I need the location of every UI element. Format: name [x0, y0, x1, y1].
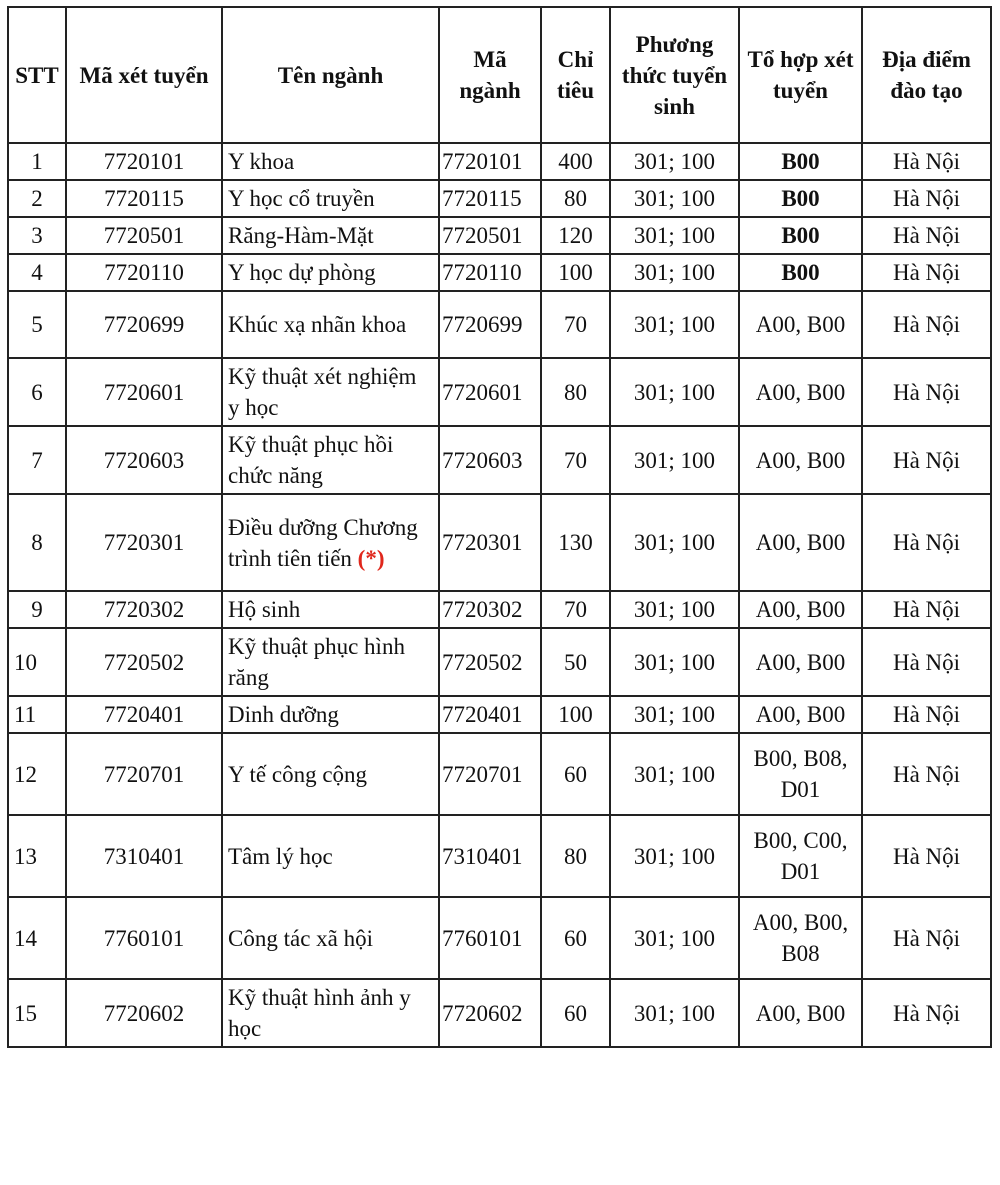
cell-stt-text: 7	[31, 447, 43, 473]
cell-ma-nganh	[439, 733, 541, 815]
cell-chi-tieu-text: 80	[564, 843, 587, 869]
cell-dia-diem	[862, 628, 991, 696]
cell-phuong-thuc-text: 301; 100	[633, 379, 716, 405]
cell-ma-nganh-text: 7720701	[442, 761, 523, 787]
header-ten-nganh: Tên ngành	[222, 7, 439, 143]
cell-dia-diem	[862, 591, 991, 628]
cell-stt	[8, 696, 66, 733]
cell-dia-diem	[862, 254, 991, 291]
cell-chi-tieu	[541, 628, 610, 696]
cell-to-hop-text: B00, C00, D01	[753, 828, 848, 884]
cell-phuong-thuc	[610, 426, 739, 494]
cell-dia-diem	[862, 733, 991, 815]
cell-stt	[8, 217, 66, 254]
cell-ten-nganh	[222, 815, 439, 897]
cell-stt	[8, 143, 66, 180]
cell-to-hop-text: A00, B00, B08	[752, 910, 849, 966]
cell-phuong-thuc	[610, 217, 739, 254]
cell-dia-diem-text: Hà Nội	[892, 312, 961, 337]
cell-ma-xet-tuyen-text: 7720101	[103, 149, 185, 174]
cell-ma-xet-tuyen	[66, 180, 222, 217]
header-chi-tieu: Chỉ tiêu	[541, 7, 610, 143]
cell-to-hop	[739, 291, 862, 358]
cell-ma-xet-tuyen-text: 7310401	[103, 843, 185, 869]
cell-ten-nganh-text: Răng-Hàm-Mặt	[228, 223, 374, 248]
cell-ma-nganh-text: 7310401	[442, 843, 523, 869]
table-row	[8, 291, 991, 358]
cell-phuong-thuc-text: 301; 100	[633, 649, 716, 675]
cell-ten-nganh	[222, 254, 439, 291]
cell-ma-xet-tuyen-text: 7720110	[104, 260, 184, 285]
cell-to-hop	[739, 591, 862, 628]
cell-ma-nganh	[439, 291, 541, 358]
cell-ma-xet-tuyen-text: 7720302	[103, 597, 185, 622]
cell-dia-diem-text: Hà Nội	[892, 223, 961, 248]
cell-phuong-thuc	[610, 143, 739, 180]
header-ma-xet-tuyen: Mã xét tuyển	[66, 7, 222, 143]
cell-phuong-thuc-text: 301; 100	[633, 149, 716, 174]
cell-to-hop-text: B00	[781, 186, 820, 211]
cell-phuong-thuc	[610, 897, 739, 979]
table-row	[8, 591, 991, 628]
cell-phuong-thuc	[610, 291, 739, 358]
cell-chi-tieu	[541, 815, 610, 897]
table-row	[8, 628, 991, 696]
cell-stt-text: 15	[14, 1000, 37, 1026]
cell-ten-nganh-text: Y học cổ truyền	[228, 186, 375, 211]
cell-to-hop	[739, 979, 862, 1047]
cell-dia-diem-text: Hà Nội	[892, 702, 961, 727]
table-row	[8, 143, 991, 180]
cell-chi-tieu	[541, 733, 610, 815]
cell-chi-tieu-text: 80	[564, 379, 587, 405]
cell-to-hop	[739, 696, 862, 733]
cell-ma-nganh-text: 7720601	[442, 379, 523, 405]
cell-ma-nganh	[439, 180, 541, 217]
cell-ma-xet-tuyen-text: 7720701	[103, 761, 185, 787]
cell-ma-xet-tuyen	[66, 426, 222, 494]
cell-phuong-thuc	[610, 494, 739, 591]
cell-ma-nganh-text: 7720603	[442, 447, 523, 473]
cell-dia-diem-text: Hà Nội	[892, 447, 961, 473]
cell-ten-nganh	[222, 494, 439, 591]
table-row	[8, 426, 991, 494]
cell-ma-xet-tuyen-text: 7720502	[103, 649, 185, 675]
cell-ten-nganh	[222, 291, 439, 358]
cell-dia-diem	[862, 358, 991, 426]
cell-stt-text: 5	[31, 312, 43, 337]
cell-stt	[8, 733, 66, 815]
table-body	[8, 143, 991, 1047]
table-row	[8, 254, 991, 291]
cell-chi-tieu	[541, 979, 610, 1047]
cell-chi-tieu-text: 70	[564, 597, 587, 622]
cell-ten-nganh-text: Tâm lý học	[228, 843, 333, 869]
cell-ma-xet-tuyen-text: 7720301	[103, 530, 185, 555]
cell-to-hop	[739, 358, 862, 426]
cell-dia-diem-text: Hà Nội	[892, 530, 961, 555]
cell-dia-diem-text: Hà Nội	[892, 925, 961, 951]
cell-stt	[8, 979, 66, 1047]
cell-to-hop-text: A00, B00	[755, 312, 846, 337]
cell-chi-tieu	[541, 494, 610, 591]
cell-ten-nganh-text: Kỹ thuật hình ảnh y học	[228, 985, 411, 1041]
header-to-hop: Tổ hợp xét tuyển	[739, 7, 862, 143]
footnote-marker: (*)	[357, 545, 385, 571]
cell-ten-nganh-text: Hộ sinh	[228, 597, 301, 622]
cell-to-hop-text: A00, B00	[755, 379, 846, 405]
cell-chi-tieu-text: 50	[564, 649, 587, 675]
table-row	[8, 180, 991, 217]
cell-chi-tieu-text: 400	[558, 149, 593, 174]
cell-stt	[8, 591, 66, 628]
cell-ten-nganh-text: Kỹ thuật phục hồi chức năng	[228, 432, 394, 488]
cell-phuong-thuc-text: 301; 100	[633, 597, 716, 622]
cell-ma-xet-tuyen-text: 7720601	[103, 379, 185, 405]
cell-ten-nganh	[222, 979, 439, 1047]
cell-chi-tieu	[541, 143, 610, 180]
cell-chi-tieu-text: 70	[564, 312, 587, 337]
cell-to-hop	[739, 815, 862, 897]
cell-stt-text: 6	[31, 379, 43, 405]
cell-stt	[8, 358, 66, 426]
cell-dia-diem-text: Hà Nội	[892, 761, 961, 787]
cell-ma-nganh-text: 7720501	[442, 223, 523, 248]
cell-to-hop	[739, 143, 862, 180]
cell-phuong-thuc	[610, 628, 739, 696]
cell-phuong-thuc-text: 301; 100	[633, 761, 716, 787]
cell-chi-tieu-text: 100	[558, 260, 593, 285]
cell-ten-nganh-text: Kỹ thuật phục hình răng	[228, 634, 405, 690]
cell-chi-tieu-text: 60	[564, 761, 587, 787]
cell-phuong-thuc-text: 301; 100	[633, 702, 716, 727]
cell-ma-nganh	[439, 254, 541, 291]
cell-dia-diem-text: Hà Nội	[892, 186, 961, 211]
cell-dia-diem-text: Hà Nội	[892, 379, 961, 405]
cell-dia-diem-text: Hà Nội	[892, 260, 961, 285]
cell-stt	[8, 628, 66, 696]
cell-to-hop-text: A00, B00	[755, 702, 846, 727]
cell-phuong-thuc	[610, 815, 739, 897]
admission-table	[7, 6, 992, 1048]
cell-stt	[8, 254, 66, 291]
cell-to-hop	[739, 254, 862, 291]
cell-stt	[8, 494, 66, 591]
cell-ma-nganh	[439, 591, 541, 628]
cell-to-hop-text: B00	[781, 149, 820, 174]
cell-chi-tieu	[541, 591, 610, 628]
cell-ten-nganh	[222, 426, 439, 494]
cell-ma-nganh	[439, 897, 541, 979]
cell-ma-nganh	[439, 494, 541, 591]
cell-chi-tieu	[541, 358, 610, 426]
cell-stt-text: 2	[31, 186, 43, 211]
admission-table-container	[7, 6, 992, 1048]
cell-phuong-thuc-text: 301; 100	[633, 223, 716, 248]
cell-chi-tieu-text: 120	[558, 223, 593, 248]
header-ma-nganh: Mã ngành	[439, 7, 541, 143]
cell-dia-diem	[862, 897, 991, 979]
cell-ten-nganh	[222, 217, 439, 254]
cell-stt-text: 8	[31, 530, 43, 555]
cell-to-hop	[739, 426, 862, 494]
cell-phuong-thuc-text: 301; 100	[633, 312, 716, 337]
cell-ma-xet-tuyen	[66, 696, 222, 733]
cell-phuong-thuc	[610, 733, 739, 815]
cell-ten-nganh	[222, 696, 439, 733]
cell-stt-text: 3	[31, 223, 43, 248]
cell-chi-tieu	[541, 426, 610, 494]
cell-ma-xet-tuyen	[66, 815, 222, 897]
cell-dia-diem	[862, 979, 991, 1047]
cell-ma-nganh-text: 7720401	[442, 702, 523, 727]
table-row	[8, 217, 991, 254]
cell-ten-nganh	[222, 143, 439, 180]
cell-dia-diem	[862, 291, 991, 358]
cell-chi-tieu	[541, 180, 610, 217]
cell-dia-diem	[862, 494, 991, 591]
cell-ma-nganh-text: 7720110	[442, 260, 522, 285]
cell-ten-nganh-text: Dinh dưỡng	[228, 702, 339, 727]
cell-ten-nganh-text: Y tế công cộng	[228, 761, 368, 787]
cell-ma-xet-tuyen	[66, 733, 222, 815]
cell-phuong-thuc-text: 301; 100	[633, 843, 716, 869]
cell-phuong-thuc-text: 301; 100	[633, 447, 716, 473]
cell-phuong-thuc	[610, 979, 739, 1047]
cell-phuong-thuc-text: 301; 100	[633, 1000, 716, 1026]
cell-to-hop-text: B00, B08, D01	[753, 746, 848, 802]
cell-to-hop	[739, 494, 862, 591]
cell-dia-diem-text: Hà Nội	[892, 843, 961, 869]
cell-ma-nganh-text: 7720115	[442, 186, 522, 211]
cell-ma-xet-tuyen-text: 7720699	[103, 312, 185, 337]
cell-chi-tieu-text: 60	[564, 1000, 587, 1026]
header-phuong-thuc: Phương thức tuyển sinh	[610, 7, 739, 143]
cell-to-hop-text: A00, B00	[755, 447, 846, 473]
cell-chi-tieu	[541, 291, 610, 358]
cell-dia-diem	[862, 696, 991, 733]
cell-ma-nganh	[439, 358, 541, 426]
cell-chi-tieu-text: 70	[564, 447, 587, 473]
cell-phuong-thuc-text: 301; 100	[633, 260, 716, 285]
cell-dia-diem-text: Hà Nội	[892, 597, 961, 622]
cell-dia-diem-text: Hà Nội	[892, 149, 961, 174]
cell-ma-xet-tuyen	[66, 143, 222, 180]
cell-stt-text: 14	[14, 925, 37, 951]
cell-stt-text: 10	[14, 649, 37, 675]
cell-ma-xet-tuyen	[66, 217, 222, 254]
cell-ma-xet-tuyen	[66, 494, 222, 591]
cell-chi-tieu	[541, 897, 610, 979]
cell-ma-nganh	[439, 696, 541, 733]
cell-stt-text: 11	[14, 702, 37, 727]
cell-phuong-thuc	[610, 696, 739, 733]
cell-chi-tieu	[541, 254, 610, 291]
cell-to-hop	[739, 217, 862, 254]
cell-stt	[8, 291, 66, 358]
cell-to-hop-text: A00, B00	[755, 530, 846, 555]
table-row	[8, 733, 991, 815]
cell-to-hop	[739, 180, 862, 217]
cell-stt-text: 12	[14, 761, 37, 787]
cell-ten-nganh-text: Y học dự phòng	[228, 260, 376, 285]
cell-to-hop	[739, 733, 862, 815]
cell-ma-xet-tuyen	[66, 628, 222, 696]
cell-stt-text: 9	[31, 597, 43, 622]
cell-phuong-thuc-text: 301; 100	[633, 530, 716, 555]
cell-ma-xet-tuyen-text: 7720603	[103, 447, 185, 473]
cell-ma-nganh-text: 7720301	[442, 530, 523, 555]
cell-ma-xet-tuyen-text: 7720602	[103, 1000, 185, 1026]
cell-ma-nganh	[439, 426, 541, 494]
cell-phuong-thuc-text: 301; 100	[633, 925, 716, 951]
cell-chi-tieu	[541, 217, 610, 254]
cell-stt	[8, 815, 66, 897]
cell-to-hop	[739, 628, 862, 696]
cell-ten-nganh-text: Công tác xã hội	[228, 925, 373, 951]
header-row	[8, 7, 991, 143]
cell-ma-nganh	[439, 217, 541, 254]
cell-dia-diem-text: Hà Nội	[892, 1000, 961, 1026]
header-dia-diem: Địa điểm đào tạo	[862, 7, 991, 143]
cell-to-hop-text: A00, B00	[755, 597, 846, 622]
cell-stt	[8, 426, 66, 494]
cell-ten-nganh-text: Khúc xạ nhãn khoa	[228, 312, 407, 337]
cell-ma-nganh	[439, 628, 541, 696]
cell-to-hop-text: B00	[781, 223, 820, 248]
cell-ma-xet-tuyen-text: 7720115	[104, 186, 184, 211]
cell-ma-nganh	[439, 143, 541, 180]
cell-ma-xet-tuyen	[66, 897, 222, 979]
cell-stt	[8, 180, 66, 217]
cell-ma-nganh-text: 7720699	[442, 312, 523, 337]
cell-chi-tieu-text: 60	[564, 925, 587, 951]
cell-stt-text: 13	[14, 843, 37, 869]
cell-ten-nganh-text: Y khoa	[228, 149, 295, 174]
cell-chi-tieu-text: 130	[558, 530, 593, 555]
cell-dia-diem	[862, 426, 991, 494]
cell-phuong-thuc	[610, 591, 739, 628]
cell-stt-text: 4	[31, 260, 43, 285]
cell-ma-nganh-text: 7720602	[442, 1000, 523, 1026]
cell-ten-nganh	[222, 180, 439, 217]
cell-dia-diem	[862, 815, 991, 897]
cell-ma-xet-tuyen-text: 7720501	[103, 223, 185, 248]
cell-ten-nganh-text: Điều dưỡng Chương trình tiên tiến	[228, 514, 418, 571]
cell-to-hop	[739, 897, 862, 979]
table-row	[8, 358, 991, 426]
cell-ma-xet-tuyen-text: 7760101	[103, 925, 185, 951]
cell-ma-nganh-text: 7720101	[442, 149, 523, 174]
cell-chi-tieu-text: 100	[558, 702, 593, 727]
cell-to-hop-text: B00	[781, 260, 820, 285]
cell-ma-xet-tuyen	[66, 291, 222, 358]
cell-dia-diem	[862, 143, 991, 180]
cell-ma-nganh	[439, 815, 541, 897]
cell-ma-nganh-text: 7720502	[442, 649, 523, 675]
table-row	[8, 897, 991, 979]
cell-chi-tieu-text: 80	[564, 186, 587, 211]
cell-phuong-thuc	[610, 254, 739, 291]
cell-stt-text: 1	[31, 149, 43, 174]
cell-ten-nganh	[222, 591, 439, 628]
cell-phuong-thuc	[610, 180, 739, 217]
cell-ten-nganh	[222, 358, 439, 426]
cell-ma-xet-tuyen	[66, 591, 222, 628]
cell-stt	[8, 897, 66, 979]
cell-ma-xet-tuyen	[66, 358, 222, 426]
cell-dia-diem	[862, 180, 991, 217]
cell-ma-xet-tuyen-text: 7720401	[103, 702, 185, 727]
cell-phuong-thuc-text: 301; 100	[633, 186, 716, 211]
cell-ten-nganh	[222, 733, 439, 815]
cell-ten-nganh	[222, 628, 439, 696]
cell-ma-nganh-text: 7760101	[442, 925, 523, 951]
cell-ten-nganh	[222, 897, 439, 979]
cell-ma-xet-tuyen	[66, 254, 222, 291]
header-stt: STT	[8, 7, 66, 143]
table-row	[8, 979, 991, 1047]
cell-phuong-thuc	[610, 358, 739, 426]
cell-to-hop-text: A00, B00	[755, 649, 846, 675]
cell-ma-nganh	[439, 979, 541, 1047]
cell-ma-xet-tuyen	[66, 979, 222, 1047]
table-row	[8, 696, 991, 733]
cell-chi-tieu	[541, 696, 610, 733]
table-row	[8, 494, 991, 591]
table-row	[8, 815, 991, 897]
cell-ten-nganh-text: Kỹ thuật xét nghiệm y học	[228, 364, 417, 420]
cell-dia-diem	[862, 217, 991, 254]
cell-dia-diem-text: Hà Nội	[892, 649, 961, 675]
cell-ma-nganh-text: 7720302	[442, 597, 523, 622]
cell-to-hop-text: A00, B00	[755, 1000, 846, 1026]
